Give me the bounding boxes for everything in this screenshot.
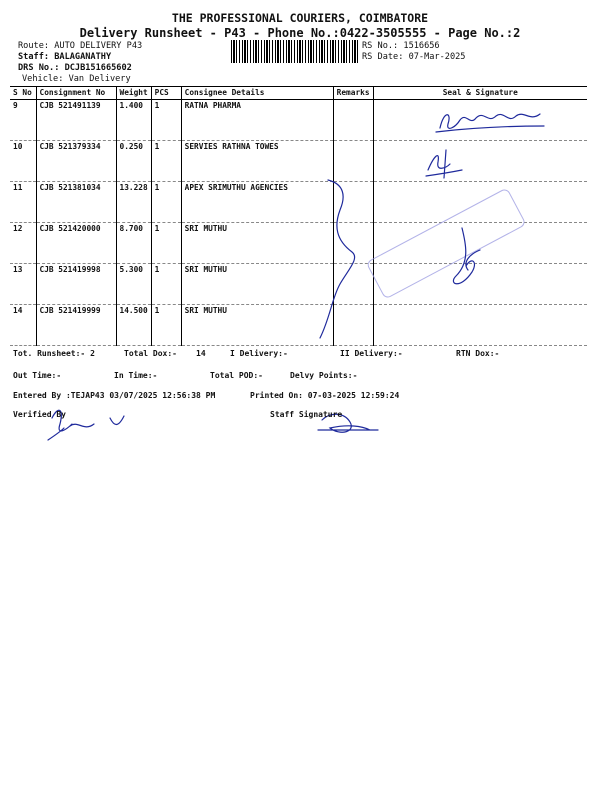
cell-pcs: 1 xyxy=(151,141,181,182)
cell-consignment: CJB 521419998 xyxy=(36,264,116,305)
col-consignment: Consignment No xyxy=(36,87,116,100)
total-dox-value: 14 xyxy=(196,349,206,358)
cell-pcs: 1 xyxy=(151,100,181,141)
entered-by: Entered By :TEJAP43 03/07/2025 12:56:38 PM xyxy=(13,391,216,400)
cell-weight: 14.500 xyxy=(116,305,151,346)
delivery-points: Delvy Points:- xyxy=(290,371,358,380)
cell-sno: 13 xyxy=(10,264,36,305)
col-pcs: PCS xyxy=(151,87,181,100)
cell-consignment: CJB 521491139 xyxy=(36,100,116,141)
col-remarks: Remarks xyxy=(333,87,373,100)
cell-consignee: SRI MUTHU xyxy=(181,264,333,305)
cell-sno: 12 xyxy=(10,223,36,264)
col-weight: Weight xyxy=(116,87,151,100)
verified-by: Verified By xyxy=(13,410,66,419)
col-seal-signature: Seal & Signature xyxy=(373,87,587,100)
cell-consignment: CJB 521379334 xyxy=(36,141,116,182)
col-consignee: Consignee Details xyxy=(181,87,333,100)
cell-sno: 10 xyxy=(10,141,36,182)
cell-pcs: 1 xyxy=(151,223,181,264)
company-title: THE PROFESSIONAL COURIERS, COIMBATORE xyxy=(171,11,429,25)
cell-consignee: APEX SRIMUTHU AGENCIES xyxy=(181,182,333,223)
runsheet-subtitle: Delivery Runsheet - P43 - Phone No.:0422-3505555 - Page No.:2 xyxy=(79,26,521,40)
rs-number: RS No.: 1516656 xyxy=(362,41,440,51)
cell-pcs: 1 xyxy=(151,182,181,223)
cell-consignee: SERVIES RATHNA TOWES xyxy=(181,141,333,182)
staff-signature: Staff Signature xyxy=(270,410,343,419)
total-dox-label: Total Dox:- xyxy=(124,349,177,358)
route-label: Route: AUTO DELIVERY P43 xyxy=(18,41,143,51)
cell-sno: 9 xyxy=(10,100,36,141)
cell-weight: 1.400 xyxy=(116,100,151,141)
cell-weight: 13.228 xyxy=(116,182,151,223)
cell-weight: 0.250 xyxy=(116,141,151,182)
cell-consignment: CJB 521419999 xyxy=(36,305,116,346)
cell-pcs: 1 xyxy=(151,305,181,346)
staff-label: Staff: BALAGANATHY xyxy=(18,52,112,62)
rs-date: RS Date: 07-Mar-2025 xyxy=(362,52,466,62)
cell-sno: 14 xyxy=(10,305,36,346)
total-pod: Total POD:- xyxy=(210,371,263,380)
vehicle-label: Vehicle: Van Delivery xyxy=(22,74,131,84)
cell-consignee: RATNA PHARMA xyxy=(181,100,333,141)
cell-pcs: 1 xyxy=(151,264,181,305)
out-time: Out Time:- xyxy=(13,371,62,380)
drs-number: DRS No.: DCJB151665602 xyxy=(18,63,132,73)
cell-consignment: CJB 521381034 xyxy=(36,182,116,223)
cell-weight: 8.700 xyxy=(116,223,151,264)
i-delivery: I Delivery:- xyxy=(230,349,288,358)
cell-consignment: CJB 521420000 xyxy=(36,223,116,264)
cell-weight: 5.300 xyxy=(116,264,151,305)
cell-consignee: SRI MUTHU xyxy=(181,305,333,346)
cell-sno: 11 xyxy=(10,182,36,223)
cell-consignee: SRI MUTHU xyxy=(181,223,333,264)
ii-delivery: II Delivery:- xyxy=(340,349,403,358)
col-sno: S No xyxy=(10,87,36,100)
printed-on: Printed On: 07-03-2025 12:59:24 xyxy=(250,391,400,400)
rtn-dox: RTN Dox:- xyxy=(456,349,500,358)
in-time: In Time:- xyxy=(114,371,158,380)
total-runsheet: Tot. Runsheet:- 2 xyxy=(13,349,95,358)
